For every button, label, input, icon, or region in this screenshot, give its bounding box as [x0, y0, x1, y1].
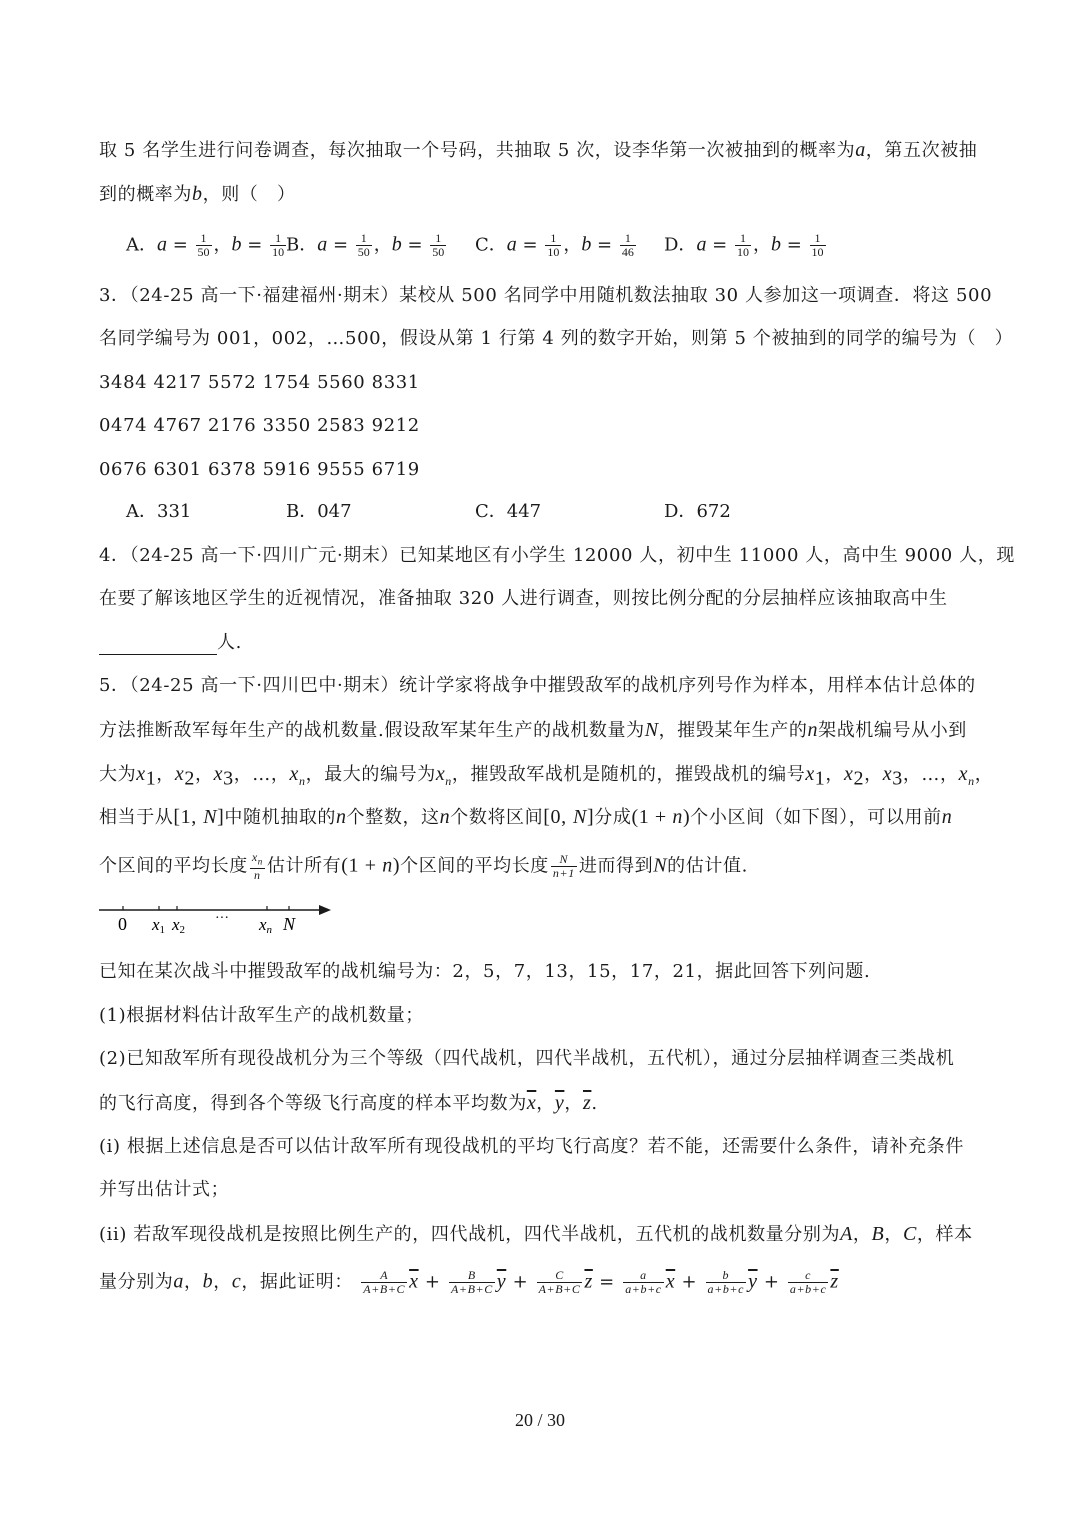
- label-N: N: [283, 914, 296, 934]
- page-number: 20 / 30: [514, 1410, 565, 1430]
- q5-data-line: 已知在某次战斗中摧毁敌军的战机编号为：2，5，7，13，15，17，21，据此回答下列问题.: [99, 961, 871, 982]
- label-0: 0: [118, 914, 127, 934]
- q3-random-row-2: 0474 4767 2176 3350 2583 9212: [99, 415, 420, 436]
- answer-blank: [99, 634, 217, 655]
- q3-option-d: D．672: [664, 501, 731, 522]
- q3-stem-line2: 名同学编号为 001，002，…500，假设从第 1 行第 4 列的数字开始，则第 5 个被抽到的同学的编号为（ ）: [99, 328, 1014, 349]
- q3-option-a: A．331: [126, 501, 192, 522]
- q3-random-row-1: 3484 4217 5572 1754 5560 8331: [99, 372, 420, 393]
- q2-option-d: D．a = $\frac{1}{10}$ ，b = $\frac{1}{10}$: [664, 231, 824, 259]
- q5-stem-line4: 相当于从[1, N]中随机抽取的n个整数，这n个数将区间[0, N]分成(1 + n)个小区间（如下图），可以用前n: [99, 806, 953, 828]
- q5-stem-line5: 个区间的平均长度 $\frac{x_n}{n}$ 估计所有(1 + n)个区间的平均长度 $\frac{N}{n+1}$ 进而得到N的估计值.: [99, 850, 748, 883]
- q4-stem-line3: 人.: [99, 631, 242, 655]
- q2-stem-line2: 到的概率为b，则（ ）: [99, 183, 296, 205]
- q5-stem-line2: 方法推断敌军每年生产的战机数量.假设敌军某年生产的战机数量为N，摧毁某年生产的n架战机编号从小到: [99, 719, 967, 741]
- q3-stem-line1: 3．（24-25 高一下·福建福州·期末）某校从 500 名同学中用随机数法抽取 30 人参加这一项调查．将这 500: [99, 285, 993, 306]
- q2-stem-line1: 取 5 名学生进行问卷调查，每次抽取一个号码，共抽取 5 次，设李华第一次被抽到的概率为a，第五次被抽: [99, 139, 978, 161]
- q5-part2-i-line2: 并写出估计式；: [99, 1179, 230, 1200]
- q4-stem-line1: 4．（24-25 高一下·四川广元·期末）已知某地区有小学生 12000 人，初中生 11000 人，高中生 9000 人，现: [99, 545, 1015, 566]
- arrow-head: [319, 905, 331, 915]
- q5-part1: (1)根据材料估计敌军生产的战机数量；: [99, 1005, 424, 1026]
- q5-part2-line1: (2)已知敌军所有现役战机分为三个等级（四代战机，四代半战机，五代机），通过分层抽样调查三类战机: [99, 1048, 955, 1069]
- label-dots: ···: [215, 911, 229, 926]
- q5-part2-ii-line1: (ii) 若敌军现役战机是按照比例生产的，四代战机，四代半战机，五代机的战机数量分别为A，B，C，样本: [99, 1223, 973, 1245]
- q3-option-c: C．447: [475, 501, 542, 522]
- q3-random-row-3: 0676 6301 6378 5916 9555 6719: [99, 459, 420, 480]
- number-line-diagram: [97, 900, 337, 938]
- label-x1: x1: [152, 915, 166, 936]
- q5-part2-ii-line2: 量分别为a，b，c，据此证明： $\frac{A}{A+B+C}$ $\overline{x}$ + $\frac{B}{A+B+C}$ $\overline{y}$ + $\frac{C}{A+B+C}$ $\overline{z}$ = $\frac{a}{a+b+c}$ $\overline{x}$ + $\frac{b}{a+b+c}$ $\overline{y}$ + $\frac{c}{a+b+c}$ $\overline{z}$: [99, 1268, 839, 1296]
- label-xn: xn: [259, 915, 273, 936]
- q2-option-c: C．a = $\frac{1}{10}$ ，b = $\frac{1}{46}$: [475, 231, 634, 259]
- q5-stem-line1: 5．（24-25 高一下·四川巴中·期末）统计学家将战争中摧毁敌军的战机序列号作为样本，用样本估计总体的: [99, 675, 976, 696]
- q2-option-a: A．a = $\frac{1}{50}$ ，b = $\frac{1}{10}$: [126, 231, 285, 259]
- q3-option-b: B．047: [286, 501, 352, 522]
- q5-stem-line3: 大为$x_1$，$x_2$，$x_3$，…，$x_n$，最大的编号为$x_n$，摧毁敌军战机是随机的，摧毁战机的编号$x_1$，$x_2$，$x_3$，…，$x_n$，: [99, 763, 994, 790]
- q2-option-b: B．a = $\frac{1}{50}$ ，b = $\frac{1}{50}$: [286, 231, 445, 259]
- q4-stem-line2: 在要了解该地区学生的近视情况，准备抽取 320 人进行调查，则按比例分配的分层抽样应该抽取高中生: [99, 588, 948, 609]
- q5-part2-i-line1: (i) 根据上述信息是否可以估计敌军所有现役战机的平均飞行高度？若不能，还需要什么条件，请补充条件: [99, 1136, 964, 1157]
- q5-part2-line2: 的飞行高度，得到各个等级飞行高度的样本平均数为$\overline{x}$，$\overline{y}$，$\overline{z}$.: [99, 1092, 598, 1114]
- label-x2: x2: [172, 915, 186, 936]
